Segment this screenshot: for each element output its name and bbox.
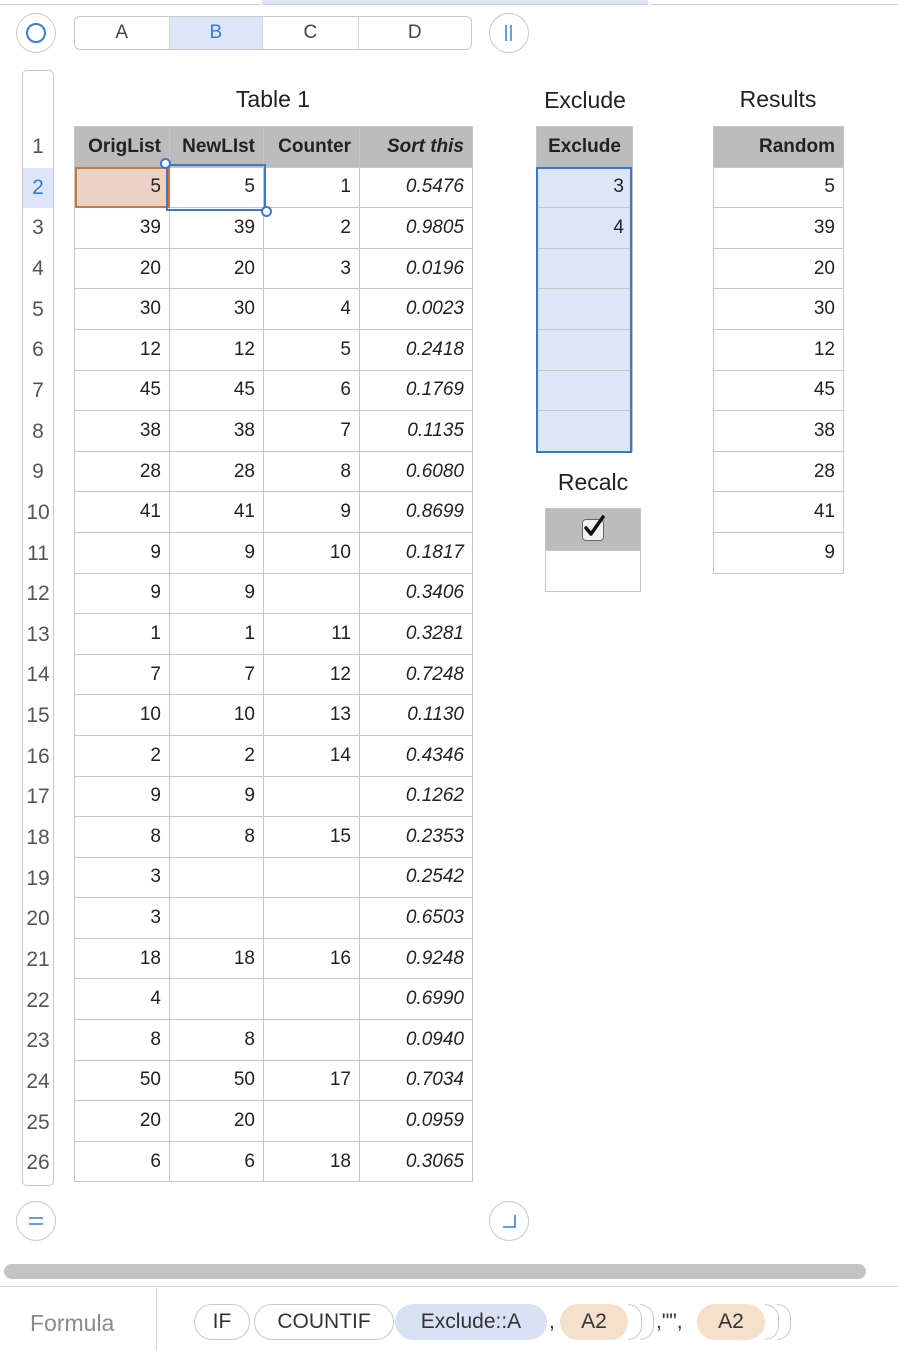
row-header-20[interactable]: 20: [26, 907, 50, 931]
row-header-1[interactable]: 1: [32, 135, 44, 158]
table-row: [75, 857, 473, 898]
table-row: [714, 289, 844, 330]
table-row: [537, 289, 633, 330]
sort-this-cell[interactable]: 0.0023: [360, 289, 473, 330]
table1-title: Table 1: [235, 86, 311, 112]
origlist-cell[interactable]: 6: [75, 1141, 170, 1182]
table-row: [537, 329, 633, 370]
selection-handle-bottom-right[interactable]: [261, 206, 272, 217]
newlist-cell[interactable]: 5: [170, 167, 264, 208]
counter-cell[interactable]: 12: [264, 654, 360, 695]
newlist-cell[interactable]: 9: [170, 532, 264, 573]
origlist-cell[interactable]: 12: [75, 329, 170, 370]
row-header-7[interactable]: 7: [32, 378, 44, 402]
origlist-cell[interactable]: 10: [75, 695, 170, 736]
formula-divider: [156, 1288, 157, 1350]
formula-token-if[interactable]: [194, 1304, 250, 1340]
sort-this-cell[interactable]: 0.0196: [360, 248, 473, 289]
add-column-handle[interactable]: [489, 13, 529, 53]
formula-token-a2-ref[interactable]: [560, 1304, 628, 1340]
row-header-bar: [22, 70, 54, 1186]
resize-table-handle[interactable]: [489, 1201, 529, 1241]
origlist-cell[interactable]: 5: [75, 167, 170, 208]
counter-cell[interactable]: 13: [264, 695, 360, 736]
newlist-cell[interactable]: 12: [170, 329, 264, 370]
row-header-10[interactable]: 10: [26, 500, 50, 524]
table-row: [75, 898, 473, 939]
results-title: Results: [739, 86, 817, 112]
counter-cell[interactable]: 4: [264, 289, 360, 330]
counter-cell[interactable]: [264, 1101, 360, 1142]
formula-token-countif[interactable]: [254, 1304, 394, 1340]
counter-cell[interactable]: 16: [264, 938, 360, 979]
table-row: [75, 817, 473, 858]
table-row: [75, 1101, 473, 1142]
formula-token-exclude-ref[interactable]: [395, 1304, 547, 1340]
select-table-button[interactable]: [16, 13, 56, 53]
sort-this-cell[interactable]: 0.1769: [360, 370, 473, 411]
row-header-26[interactable]: 26: [26, 1151, 50, 1175]
recalc-empty-cell[interactable]: [546, 551, 640, 592]
counter-cell[interactable]: 10: [264, 532, 360, 573]
newlist-cell[interactable]: 38: [170, 411, 264, 452]
counter-cell[interactable]: [264, 857, 360, 898]
table-row: [75, 411, 473, 452]
exclude-cell[interactable]: [537, 289, 633, 330]
newlist-cell[interactable]: 7: [170, 654, 264, 695]
add-row-handle[interactable]: [16, 1201, 56, 1241]
row-header-24[interactable]: 24: [26, 1069, 50, 1093]
table-row: [75, 735, 473, 776]
sort-this-cell[interactable]: 0.9248: [360, 938, 473, 979]
counter-cell[interactable]: 6: [264, 370, 360, 411]
counter-cell[interactable]: 1: [264, 167, 360, 208]
counter-cell[interactable]: 8: [264, 451, 360, 492]
row-header-14[interactable]: 14: [26, 663, 50, 687]
table-row: [75, 329, 473, 370]
counter-cell[interactable]: 9: [264, 492, 360, 533]
exclude-cell[interactable]: [537, 411, 633, 452]
newlist-cell[interactable]: 1: [170, 614, 264, 655]
table-row: [714, 411, 844, 452]
table-row: [75, 573, 473, 614]
token-if-text: IF: [212, 1310, 232, 1333]
exclude-table: [536, 126, 633, 452]
newlist-cell[interactable]: 20: [170, 1101, 264, 1142]
origlist-cell[interactable]: 28: [75, 451, 170, 492]
sort-this-cell[interactable]: 0.5476: [360, 167, 473, 208]
origlist-cell[interactable]: 2: [75, 735, 170, 776]
counter-cell[interactable]: [264, 776, 360, 817]
random-cell[interactable]: 12: [714, 329, 844, 370]
column-header-a[interactable]: A: [75, 17, 170, 49]
tab-segment-selected: [262, 0, 648, 5]
column-header-bar: [74, 16, 472, 50]
origlist-cell[interactable]: 7: [75, 654, 170, 695]
table1: [74, 126, 473, 1182]
selection-handle-top-left[interactable]: [160, 158, 171, 169]
row-header-21[interactable]: 21: [26, 948, 50, 971]
row-header-25[interactable]: 25: [26, 1110, 50, 1134]
column-header-b[interactable]: B: [170, 17, 264, 49]
random-cell[interactable]: 41: [714, 492, 844, 533]
sort-this-cell[interactable]: 0.2353: [360, 817, 473, 858]
sort-this-cell[interactable]: 0.7034: [360, 1060, 473, 1101]
sort-this-cell[interactable]: 0.3281: [360, 614, 473, 655]
header-counter[interactable]: Counter: [264, 127, 360, 168]
recalc-title: Recalc: [557, 469, 629, 495]
origlist-cell[interactable]: 9: [75, 532, 170, 573]
newlist-cell[interactable]: 8: [170, 1020, 264, 1061]
counter-cell[interactable]: 18: [264, 1141, 360, 1182]
random-cell[interactable]: 30: [714, 289, 844, 330]
tab-segment: [650, 0, 898, 5]
exclude-cell[interactable]: 3: [537, 167, 633, 208]
recalc-checkbox[interactable]: [582, 519, 604, 541]
formula-token-a2-ref-2[interactable]: [697, 1304, 765, 1340]
formula-token-empty-string: ,"",: [656, 1310, 683, 1333]
table-row: [537, 411, 633, 452]
sort-this-cell[interactable]: 0.0959: [360, 1101, 473, 1142]
exclude-cell[interactable]: [537, 248, 633, 289]
token-a2-text: A2: [581, 1310, 607, 1333]
counter-cell[interactable]: 3: [264, 248, 360, 289]
sort-this-cell[interactable]: 0.3065: [360, 1141, 473, 1182]
sort-this-cell[interactable]: 0.6080: [360, 451, 473, 492]
table-row: [537, 248, 633, 289]
random-cell[interactable]: 45: [714, 370, 844, 411]
newlist-cell[interactable]: 30: [170, 289, 264, 330]
row-header-13[interactable]: 13: [26, 622, 50, 646]
newlist-cell[interactable]: 9: [170, 573, 264, 614]
sort-this-cell[interactable]: 0.1817: [360, 532, 473, 573]
counter-cell[interactable]: [264, 898, 360, 939]
formula-token-comma: ,: [549, 1310, 555, 1333]
random-cell[interactable]: 38: [714, 411, 844, 452]
header-exclude[interactable]: Exclude: [537, 127, 633, 168]
origlist-cell[interactable]: 8: [75, 817, 170, 858]
table-row: [714, 370, 844, 411]
counter-cell[interactable]: 15: [264, 817, 360, 858]
table-row: [537, 370, 633, 411]
newlist-cell[interactable]: [170, 898, 264, 939]
table-row: [75, 208, 473, 249]
formula-label: Formula: [30, 1310, 115, 1336]
row-header-18[interactable]: 18: [26, 826, 50, 850]
counter-cell[interactable]: 5: [264, 329, 360, 370]
row-header-17[interactable]: 17: [26, 785, 50, 809]
checkmark-icon: [581, 514, 607, 540]
horizontal-scrollbar-thumb[interactable]: [4, 1264, 866, 1279]
newlist-cell[interactable]: 20: [170, 248, 264, 289]
newlist-cell[interactable]: 10: [170, 695, 264, 736]
table-row: [537, 167, 633, 208]
table-row: [714, 167, 844, 208]
recalc-table: [545, 508, 641, 592]
sort-this-cell[interactable]: 0.3406: [360, 573, 473, 614]
counter-cell[interactable]: [264, 1020, 360, 1061]
sort-this-cell[interactable]: 0.2418: [360, 329, 473, 370]
newlist-cell[interactable]: 39: [170, 208, 264, 249]
origlist-cell[interactable]: 9: [75, 573, 170, 614]
row-header-2[interactable]: 2: [23, 168, 53, 208]
row-header-3[interactable]: 3: [32, 216, 44, 240]
counter-cell[interactable]: 2: [264, 208, 360, 249]
sort-this-cell[interactable]: 0.6990: [360, 979, 473, 1020]
origlist-cell[interactable]: 50: [75, 1060, 170, 1101]
column-header-c[interactable]: C: [263, 17, 359, 49]
row-header-19[interactable]: 19: [26, 866, 50, 890]
sort-this-cell[interactable]: 0.1130: [360, 695, 473, 736]
header-sort-this[interactable]: Sort this: [360, 127, 473, 168]
table-row: [75, 1060, 473, 1101]
row-header-23[interactable]: 23: [26, 1029, 50, 1053]
recalc-header-cell: [546, 509, 640, 551]
sort-this-cell[interactable]: 0.7248: [360, 654, 473, 695]
header-origlist[interactable]: OrigList: [75, 127, 170, 168]
origlist-cell[interactable]: 9: [75, 776, 170, 817]
newlist-cell[interactable]: 6: [170, 1141, 264, 1182]
token-countif-text: COUNTIF: [277, 1310, 371, 1333]
table-row: [714, 451, 844, 492]
table-row: [75, 370, 473, 411]
table-row: [75, 248, 473, 289]
table-row: [75, 289, 473, 330]
pause-bars-icon: [501, 22, 517, 44]
sort-this-cell[interactable]: 0.2542: [360, 857, 473, 898]
random-cell[interactable]: 5: [714, 167, 844, 208]
table-row: [75, 614, 473, 655]
corner-resize-icon: [500, 1212, 518, 1230]
sort-this-cell[interactable]: 0.4346: [360, 735, 473, 776]
circle-icon: [25, 22, 47, 44]
sort-this-cell[interactable]: 0.1135: [360, 411, 473, 452]
tab-segment: [0, 0, 260, 5]
row-header-5[interactable]: 5: [32, 297, 44, 321]
sort-this-cell[interactable]: 0.8699: [360, 492, 473, 533]
sort-this-cell[interactable]: 0.0940: [360, 1020, 473, 1061]
row-header-12[interactable]: 12: [26, 582, 50, 606]
origlist-cell[interactable]: 3: [75, 898, 170, 939]
newlist-cell[interactable]: 2: [170, 735, 264, 776]
counter-cell[interactable]: [264, 573, 360, 614]
counter-cell[interactable]: 17: [264, 1060, 360, 1101]
origlist-cell[interactable]: 39: [75, 208, 170, 249]
sort-this-cell[interactable]: 0.9805: [360, 208, 473, 249]
origlist-cell[interactable]: 1: [75, 614, 170, 655]
table-row: [714, 208, 844, 249]
header-random[interactable]: Random: [714, 127, 844, 168]
origlist-cell[interactable]: 8: [75, 1020, 170, 1061]
table-row: [75, 1141, 473, 1182]
row-header-9[interactable]: 9: [32, 460, 44, 484]
table-row: [714, 492, 844, 533]
newlist-cell[interactable]: 45: [170, 370, 264, 411]
row-header-16[interactable]: 16: [26, 744, 50, 768]
table-row: [75, 695, 473, 736]
random-cell[interactable]: 20: [714, 248, 844, 289]
origlist-cell[interactable]: 41: [75, 492, 170, 533]
counter-cell[interactable]: 14: [264, 735, 360, 776]
top-tab-strip: [0, 0, 898, 5]
newlist-cell[interactable]: 18: [170, 938, 264, 979]
table-row: [75, 776, 473, 817]
origlist-cell[interactable]: 38: [75, 411, 170, 452]
table-row: [714, 532, 844, 573]
exclude-title: Exclude: [544, 87, 626, 113]
origlist-cell[interactable]: 3: [75, 857, 170, 898]
newlist-cell[interactable]: 50: [170, 1060, 264, 1101]
sort-this-cell[interactable]: 0.6503: [360, 898, 473, 939]
table-row: [714, 248, 844, 289]
table-row: [75, 1020, 473, 1061]
random-cell[interactable]: 9: [714, 532, 844, 573]
table-row: [714, 329, 844, 370]
origlist-cell[interactable]: 4: [75, 979, 170, 1020]
origlist-cell[interactable]: 45: [75, 370, 170, 411]
counter-cell[interactable]: [264, 979, 360, 1020]
token-a2-text-2: A2: [718, 1310, 744, 1333]
exclude-cell[interactable]: 4: [537, 208, 633, 249]
header-newlist[interactable]: NewLIst: [170, 127, 264, 168]
random-cell[interactable]: 39: [714, 208, 844, 249]
newlist-cell[interactable]: [170, 979, 264, 1020]
row-header-15[interactable]: 15: [26, 704, 50, 728]
table-row: [75, 979, 473, 1020]
table-row: [75, 654, 473, 695]
origlist-cell[interactable]: 20: [75, 1101, 170, 1142]
counter-cell[interactable]: 11: [264, 614, 360, 655]
origlist-cell[interactable]: 20: [75, 248, 170, 289]
exclude-cell[interactable]: [537, 370, 633, 411]
newlist-cell[interactable]: [170, 857, 264, 898]
row-header-22[interactable]: 22: [26, 988, 50, 1012]
row-header-4[interactable]: 4: [32, 256, 44, 280]
row-header-8[interactable]: 8: [32, 419, 44, 443]
column-header-d[interactable]: D: [407, 22, 422, 43]
table-row: [537, 208, 633, 249]
origlist-cell[interactable]: 30: [75, 289, 170, 330]
table-row: [75, 532, 473, 573]
table-row: [75, 938, 473, 979]
newlist-cell[interactable]: 41: [170, 492, 264, 533]
results-table: [713, 126, 844, 574]
table-row: [75, 451, 473, 492]
table-row: [75, 492, 473, 533]
newlist-cell[interactable]: 8: [170, 817, 264, 858]
row-header-11[interactable]: 11: [27, 541, 49, 565]
exclude-cell[interactable]: [537, 329, 633, 370]
equals-bars-icon: [26, 1214, 46, 1228]
random-cell[interactable]: 28: [714, 451, 844, 492]
origlist-cell[interactable]: 18: [75, 938, 170, 979]
newlist-cell[interactable]: 9: [170, 776, 264, 817]
sort-this-cell[interactable]: 0.1262: [360, 776, 473, 817]
token-exclude-text: Exclude::A: [420, 1310, 522, 1333]
row-header-6[interactable]: 6: [32, 338, 44, 362]
newlist-cell[interactable]: 28: [170, 451, 264, 492]
counter-cell[interactable]: 7: [264, 411, 360, 452]
table-row: [75, 167, 473, 208]
